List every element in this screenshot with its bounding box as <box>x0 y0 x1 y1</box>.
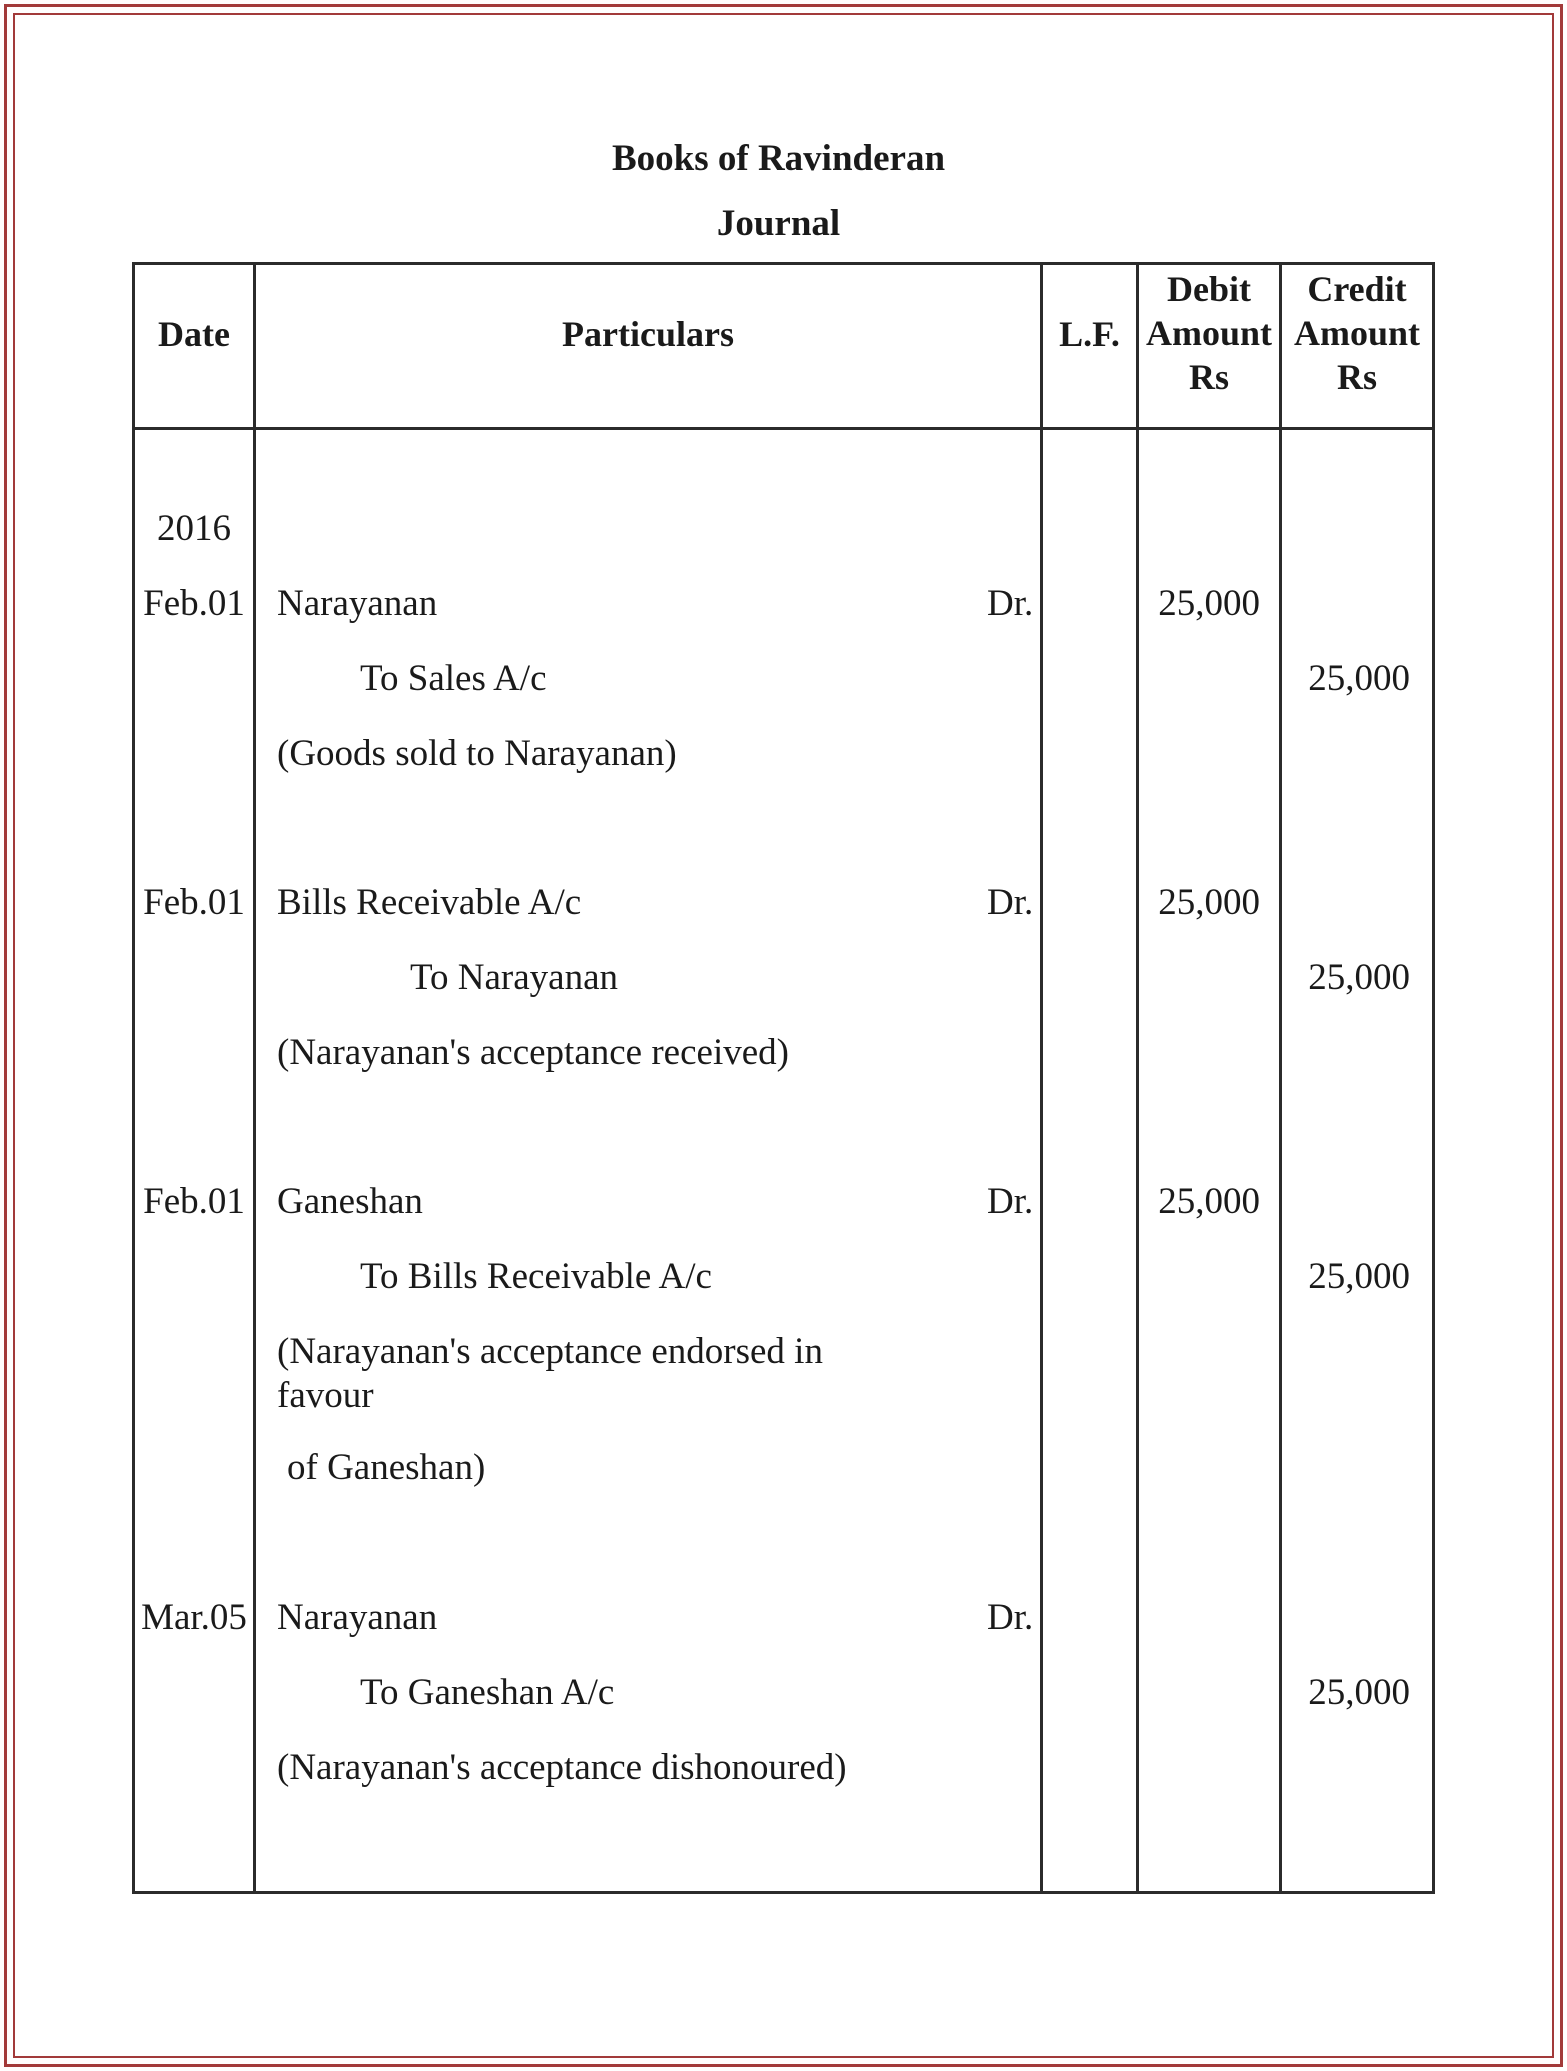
credit-amount: 25,000 <box>1308 1256 1410 1297</box>
credit-amount: 25,000 <box>1308 957 1410 998</box>
header-particulars: Particulars <box>562 314 734 354</box>
narration: (Narayanan's acceptance received) <box>277 1032 789 1073</box>
credit-amount: 25,000 <box>1308 1672 1410 1713</box>
dr-label: Dr. <box>987 882 1034 923</box>
dr-label: Dr. <box>987 583 1034 624</box>
header-lf: L.F. <box>1059 314 1120 354</box>
entry-date: Feb.01 <box>143 583 245 624</box>
year-label: 2016 <box>157 508 231 549</box>
debit-account: Narayanan <box>277 583 438 624</box>
credit-account: To Sales A/c <box>360 658 547 699</box>
narration: (Narayanan's acceptance dishonoured) <box>277 1747 847 1788</box>
header-debit-line3: Rs <box>1188 357 1229 397</box>
credit-account: To Ganeshan A/c <box>360 1672 615 1713</box>
header-date: Date <box>158 314 230 354</box>
credit-amount: 25,000 <box>1308 658 1410 699</box>
header-credit-amount <box>1282 267 1432 399</box>
dr-label: Dr. <box>987 1597 1034 1638</box>
narration-line-2: favour <box>277 1375 374 1416</box>
header-divider <box>132 427 1435 430</box>
dr-label: Dr. <box>987 1181 1034 1222</box>
narration-line-1: (Narayanan's acceptance endorsed in <box>277 1331 823 1372</box>
journal-table <box>132 262 1435 1894</box>
particulars-column-divider <box>1040 262 1043 1894</box>
narration: (Goods sold to Narayanan) <box>277 733 677 774</box>
debit-column-divider <box>1279 262 1282 1894</box>
header-debit-line1: Debit <box>1167 269 1251 309</box>
header-credit-line2: Amount <box>1293 313 1421 353</box>
entry-date: Feb.01 <box>143 1181 245 1222</box>
header-debit-line2: Amount <box>1145 313 1273 353</box>
debit-account: Ganeshan <box>277 1181 423 1222</box>
header-debit-amount <box>1139 267 1279 399</box>
debit-account: Bills Receivable A/c <box>277 882 582 923</box>
debit-amount: 25,000 <box>1158 1181 1260 1222</box>
entry-date: Mar.05 <box>141 1597 247 1638</box>
credit-account: To Narayanan <box>410 957 618 998</box>
header-credit-line1: Credit <box>1307 269 1407 309</box>
debit-amount: 25,000 <box>1158 882 1260 923</box>
entry-date: Feb.01 <box>143 882 245 923</box>
book-title: Books of Ravinderan <box>611 138 946 179</box>
lf-column-divider <box>1136 262 1139 1894</box>
debit-account: Narayanan <box>277 1597 438 1638</box>
journal-title: Journal <box>716 203 841 244</box>
header-credit-line3: Rs <box>1336 357 1377 397</box>
credit-account: To Bills Receivable A/c <box>360 1256 712 1297</box>
narration-line-3: of Ganeshan) <box>287 1447 486 1488</box>
debit-amount: 25,000 <box>1158 583 1260 624</box>
